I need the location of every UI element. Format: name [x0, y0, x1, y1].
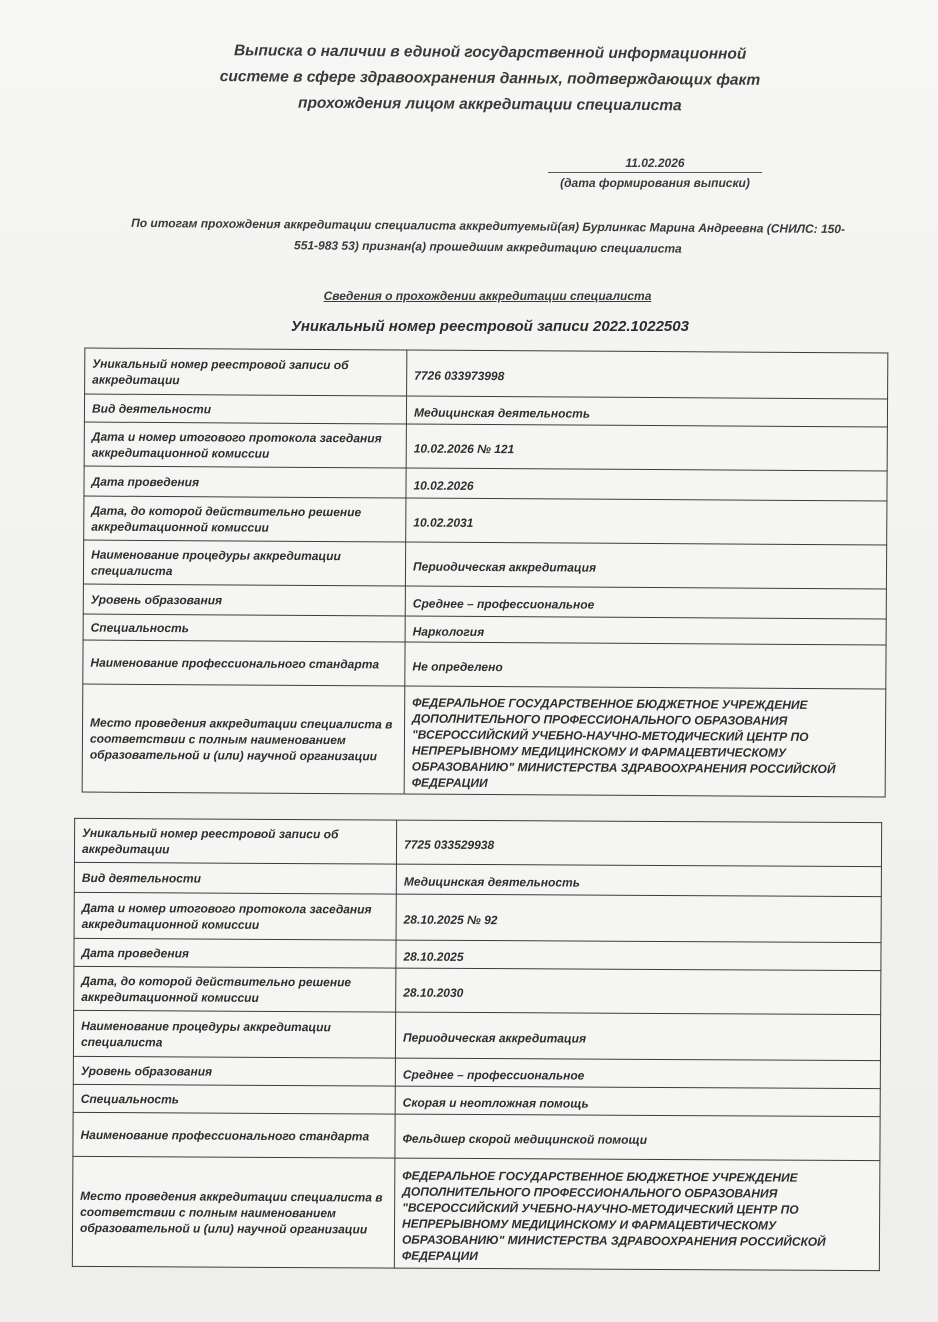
- table-row: [74, 862, 881, 896]
- row-value: Медицинская деятельность: [406, 396, 887, 427]
- table-row: [73, 1112, 880, 1160]
- organization-name: ФЕДЕРАЛЬНОЕ ГОСУДАРСТВЕННОЕ БЮДЖЕТНОЕ УЧРЕЖДЕНИЕ ДОПОЛНИТЕЛЬНОГО ПРОФЕССИОНАЛЬНОГО ОБРАЗОВАНИЯ "ВСЕРОССИЙСКИЙ УЧЕБНО-НАУЧНО-МЕТОДИЧЕСКИЙ ЦЕНТР ПО НЕПРЕРЫВНОМУ МЕДИЦИНСКОМУ И ФАРМАЦЕВТИЧЕСКОМУ ОБРАЗОВАНИЮ" МИНИСТЕРСТВА ЗДРАВООХРАНЕНИЯ РОССИЙСКОЙ ФЕДЕРАЦИИ: [404, 686, 886, 797]
- row-label: Место проведения аккредитации специалиста в соответствии с полным наименованием образовательной и (или) научной организации: [82, 684, 405, 794]
- table-row: [73, 1010, 880, 1060]
- row-label: Уровень образования: [73, 1056, 395, 1086]
- accreditation-statement: [88, 213, 888, 262]
- row-value: 28.10.2030: [396, 968, 881, 1015]
- row-value: Медицинская деятельность: [396, 864, 881, 897]
- section-heading: Сведения о прохождении аккредитации специалиста: [323, 289, 652, 303]
- statement-line-1: По итогам прохождения аккредитации специалиста аккредитуемый(ая) Бурлинкас Марина Андреевна (СНИЛС: 150-: [131, 215, 846, 237]
- issue-date-caption: (дата формирования выписки): [560, 176, 750, 190]
- document-title: Выписка о наличии в единой государственной информационной системе в сфере здравоохранения данных, подтверждающих факт прохождения лицом аккредитации специалиста: [219, 42, 761, 115]
- table-row: [73, 1084, 880, 1116]
- row-label: Наименование профессионального стандарта: [83, 640, 405, 686]
- table-row: [74, 818, 881, 866]
- row-label: Специальность: [83, 614, 405, 642]
- row-label: Уникальный номер реестровой записи об аккредитации: [74, 818, 396, 864]
- row-value: Не определено: [405, 642, 886, 689]
- table-row: [83, 540, 886, 589]
- row-value: Среднее – профессиональное: [405, 586, 886, 619]
- row-label: Дата проведения: [84, 466, 406, 498]
- row-value: 7726 033973998: [407, 350, 888, 399]
- table-row: [74, 938, 881, 970]
- row-label: Дата и номер итогового протокола заседания аккредитационной комиссии: [84, 422, 406, 468]
- row-value: 28.10.2025 № 92: [396, 894, 881, 943]
- row-label: Дата, до которой действительно решение аккредитационной комиссии: [74, 966, 396, 1012]
- table-row: [84, 496, 887, 545]
- row-label: Уровень образования: [83, 584, 405, 616]
- row-value: Скорая и неотложная помощь: [395, 1086, 880, 1117]
- row-value: Периодическая аккредитация: [395, 1012, 880, 1061]
- row-label: Специальность: [73, 1084, 395, 1114]
- organization-name: ФЕДЕРАЛЬНОЕ ГОСУДАРСТВЕННОЕ БЮДЖЕТНОЕ УЧРЕЖДЕНИЕ ДОПОЛНИТЕЛЬНОГО ПРОФЕССИОНАЛЬНОГО ОБРАЗОВАНИЯ "ВСЕРОССИЙСКИЙ УЧЕБНО-НАУЧНО-МЕТОДИЧЕСКИЙ ЦЕНТР ПО НЕПРЕРЫВНОМУ МЕДИЦИНСКОМУ И ФАРМАЦЕВТИЧЕСКОМУ ОБРАЗОВАНИЮ" МИНИСТЕРСТВА ЗДРАВООХРАНЕНИЯ РОССИЙСКОЙ ФЕДЕРАЦИИ: [394, 1158, 880, 1271]
- issue-date-block: [548, 156, 762, 190]
- table-row: [74, 892, 881, 942]
- row-label: Вид деятельности: [74, 862, 396, 894]
- table-row: [72, 1156, 880, 1270]
- table-row: [84, 422, 887, 471]
- row-label: Наименование процедуры аккредитации специалиста: [73, 1010, 395, 1058]
- row-value: 10.02.2031: [406, 498, 887, 545]
- row-label: Дата и номер итогового протокола заседания аккредитационной комиссии: [74, 892, 396, 940]
- row-label: Дата проведения: [74, 938, 396, 968]
- row-label: Вид деятельности: [84, 394, 406, 424]
- table-row: [83, 584, 886, 619]
- row-label: Наименование процедуры аккредитации специалиста: [83, 540, 405, 586]
- table-row: [85, 348, 888, 399]
- table-row: [73, 1056, 880, 1088]
- row-value: 28.10.2025: [396, 940, 881, 971]
- registry-number-heading: Уникальный номер реестровой записи 2022.1022503: [291, 318, 689, 335]
- row-value: 10.02.2026: [406, 468, 887, 501]
- row-label: Уникальный номер реестровой записи об аккредитации: [85, 348, 407, 396]
- table-row: [82, 684, 886, 797]
- row-value: Наркология: [405, 616, 886, 645]
- table-row: [74, 966, 881, 1014]
- issue-date: 11.02.2026: [548, 156, 762, 173]
- row-value: 7725 033529938: [396, 820, 881, 867]
- table-row: [83, 640, 886, 689]
- row-value: Среднее – профессиональное: [395, 1058, 880, 1089]
- statement-line-2: 551-983 53) признан(а) прошедшим аккредитацию специалиста: [293, 238, 682, 256]
- row-label: Место проведения аккредитации специалиста в соответствии с полным наименованием образовательной и (или) научной организации: [72, 1156, 395, 1268]
- row-value: Фельдшер скорой медицинской помощи: [395, 1114, 880, 1161]
- accreditation-record-table-2: [72, 818, 882, 1271]
- accreditation-record-table-1: [82, 348, 889, 798]
- table-row: [84, 466, 887, 501]
- row-value: Периодическая аккредитация: [405, 542, 886, 589]
- row-label: Наименование профессионального стандарта: [73, 1112, 395, 1158]
- row-value: 10.02.2026 № 121: [406, 424, 887, 471]
- row-label: Дата, до которой действительно решение аккредитационной комиссии: [84, 496, 406, 542]
